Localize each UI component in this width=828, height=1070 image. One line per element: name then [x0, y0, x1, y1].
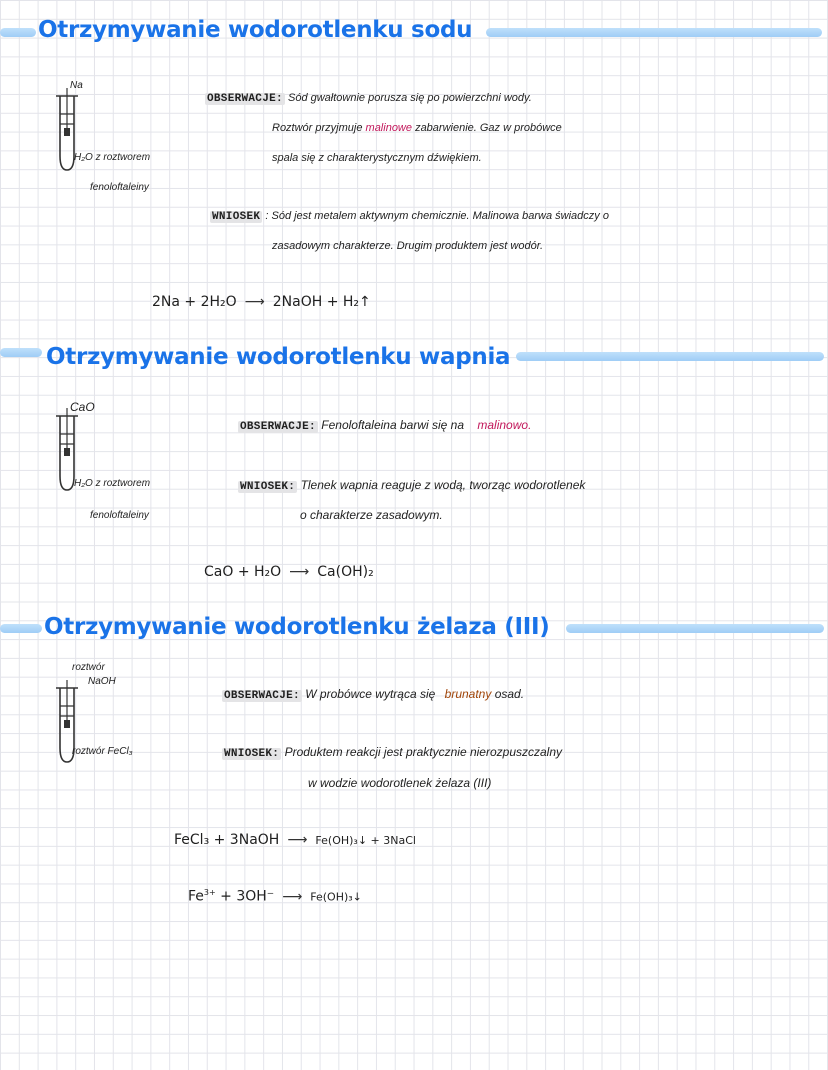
section-title-calcium: Otrzymywanie wodorotlenku wapnia [46, 344, 511, 370]
observation-text: Fenoloftaleina barwi się na [321, 418, 465, 432]
observation-text: W probówce wytrąca się [305, 687, 436, 701]
observation-line [222, 687, 524, 702]
equation-right: Fe(OH)₃↓ [310, 890, 362, 904]
conclusion-line-2: o charakterze zasadowym. [300, 508, 443, 522]
equation-right: Fe(OH)₃↓ + 3NaCl [315, 834, 416, 847]
observation-text: Sód gwałtownie porusza się po powierzchni wody. [287, 92, 532, 104]
highlight-malinowo: malinowo. [477, 418, 532, 432]
conclusion-text: Produktem reakcji jest praktycznie nierozpuszczalny [284, 745, 563, 759]
heading-bar-left [0, 624, 42, 633]
heading-bar-left [0, 348, 42, 357]
equation-left: 2Na + 2H₂O [152, 294, 237, 310]
observation-line [238, 418, 531, 433]
conclusion-line-1 [210, 210, 609, 223]
conclusion-label: WNIOSEK: [240, 481, 296, 493]
equation-iron-1 [174, 832, 416, 848]
tube-top-label: CaO [70, 400, 95, 414]
tube-top-label: Na [70, 80, 83, 91]
tube-bottom-label-2: fenoloftaleiny [90, 182, 149, 193]
tube-bottom-label-1: H₂O z roztworem [74, 478, 151, 489]
equation-right: Ca(OH)₂ [317, 564, 374, 580]
conclusion-line-1 [222, 745, 562, 760]
equation-rest: + 3OH⁻ [220, 888, 275, 905]
conclusion-text: Tlenek wapnia reaguje z wodą, tworząc wodorotlenek [300, 478, 586, 492]
conclusion-label: WNIOSEK: [224, 748, 280, 760]
conclusion-line-2: w wodzie wodorotlenek żelaza (III) [308, 776, 492, 790]
equation-iron-2 [188, 888, 362, 905]
equation-calcium [204, 564, 374, 580]
equation-fe: Fe [188, 888, 204, 905]
observation-label: OBSERWACJE: [240, 421, 316, 433]
tube-bottom-label-1: H₂O z roztworem [74, 152, 151, 163]
equation-charge: 3+ [203, 888, 216, 897]
conclusion-text: : Sód jest metalem aktywnym chemicznie. Malinowa barwa świadczy o [265, 210, 609, 222]
highlight-brunatny: brunatny [444, 687, 492, 701]
heading-bar-left [0, 28, 36, 37]
section-title-iron: Otrzymywanie wodorotlenku żelaza (III) [44, 614, 550, 640]
conclusion-line-2: zasadowym charakterze. Drugim produktem jest wodór. [272, 240, 544, 252]
section-title-sodium: Otrzymywanie wodorotlenku sodu [38, 17, 473, 43]
observation-text: zabarwienie. Gaz w probówce [415, 122, 562, 134]
observation-end: osad. [494, 687, 525, 701]
tube-bottom-label-2: fenoloftaleiny [90, 510, 149, 521]
conclusion-label: WNIOSEK [212, 211, 261, 223]
observation-line-3: spala się z charakterystycznym dźwiękiem. [272, 152, 482, 164]
observation-line-1 [205, 92, 532, 105]
observation-text: Roztwór przyjmuje [272, 122, 363, 134]
equation-left: CaO + H₂O [204, 564, 282, 580]
observation-label: OBSERWACJE: [224, 690, 300, 702]
arrow-icon: ⟶ [289, 564, 310, 580]
observation-line-2 [272, 122, 562, 134]
equation-left: FeCl₃ + 3NaOH [174, 832, 280, 848]
tube-top-label-2: NaOH [88, 676, 116, 687]
equation-right: 2NaOH + H₂↑ [272, 294, 371, 310]
arrow-icon: ⟶ [287, 832, 308, 848]
tube-bottom-label: roztwór FeCl₃ [72, 746, 133, 757]
heading-bar-right [516, 352, 824, 361]
observation-label: OBSERWACJE: [207, 93, 283, 105]
arrow-icon: ⟶ [282, 888, 303, 905]
heading-bar-right [566, 624, 824, 633]
arrow-icon: ⟶ [244, 294, 265, 310]
highlight-malinowe: malinowe [365, 122, 412, 134]
tube-top-label-1: roztwór [72, 662, 105, 673]
conclusion-line-1 [238, 478, 585, 493]
heading-bar-right [486, 28, 822, 37]
equation-sodium [152, 294, 371, 310]
test-tube-icon [52, 88, 82, 178]
